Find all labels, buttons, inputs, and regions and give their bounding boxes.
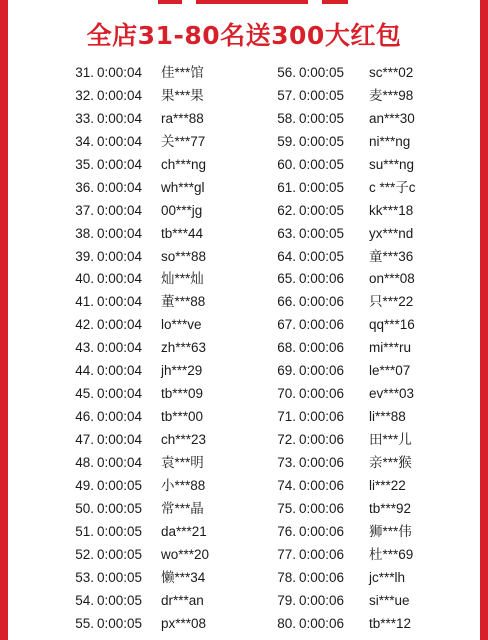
winner-name: 懒***34: [161, 569, 206, 585]
time-value: 0:00:05: [97, 477, 143, 493]
time-value: 0:00:06: [299, 432, 345, 447]
time-value: 0:00:05: [97, 615, 143, 631]
rank-number: 79.: [277, 592, 296, 608]
rank-number: 70.: [277, 386, 296, 402]
time-value: 0:00:04: [97, 65, 143, 80]
rank-number: 65.: [277, 271, 296, 287]
list-item: [66, 200, 209, 223]
rank-number: 67.: [277, 317, 296, 333]
list-item: [268, 544, 416, 567]
winner-name: 田***儿: [369, 432, 412, 447]
rank-number: 34.: [75, 133, 94, 149]
list-item: [268, 131, 416, 154]
list-item: [66, 521, 209, 544]
winner-name: le***07: [369, 363, 411, 379]
winner-name: 童***36: [369, 248, 414, 264]
winner-name: 只***22: [369, 294, 414, 310]
rank-number: 49.: [75, 477, 94, 493]
time-value: 0:00:05: [299, 87, 345, 103]
list-item: [268, 475, 416, 498]
winner-name: yx***nd: [369, 225, 414, 241]
time-value: 0:00:05: [97, 546, 143, 562]
list-item: [268, 223, 416, 246]
time-value: 0:00:06: [299, 615, 345, 631]
winner-name: 狮***伟: [369, 523, 412, 539]
list-item: [268, 268, 416, 291]
winner-name: so***88: [161, 248, 207, 264]
rank-number: 33.: [75, 110, 94, 126]
winner-name: zh***63: [161, 340, 207, 356]
winner-name: c ***子c: [369, 179, 416, 195]
list-item: [268, 567, 416, 590]
top-decoration-notch: [308, 0, 322, 4]
time-value: 0:00:04: [97, 432, 143, 447]
winner-name: li***88: [369, 409, 406, 425]
list-item: [66, 383, 209, 406]
winner-name: an***30: [369, 110, 415, 126]
list-item: [268, 498, 416, 521]
rank-number: 58.: [277, 110, 296, 126]
list-item: [66, 154, 209, 177]
rank-number: 38.: [75, 225, 94, 241]
rank-number: 39.: [75, 248, 94, 264]
winner-name: li***22: [369, 477, 406, 493]
list-item: [268, 590, 416, 613]
list-item: [66, 62, 209, 85]
winner-name: ev***03: [369, 386, 415, 402]
time-value: 0:00:04: [97, 340, 143, 356]
list-item: [66, 337, 209, 360]
ranking-list-right: [268, 62, 416, 635]
list-item: [66, 223, 209, 246]
rank-number: 41.: [75, 294, 94, 310]
list-item: [66, 590, 209, 613]
winner-name: wh***gl: [161, 179, 205, 195]
list-item: [268, 314, 416, 337]
time-value: 0:00:05: [299, 110, 345, 126]
list-item: [268, 383, 416, 406]
winner-name: tb***44: [161, 225, 204, 241]
list-item: [66, 613, 209, 636]
rank-number: 80.: [277, 615, 296, 631]
rank-number: 71.: [277, 409, 296, 425]
list-item: [66, 291, 209, 314]
list-item: [268, 108, 416, 131]
time-value: 0:00:05: [97, 500, 143, 516]
time-value: 0:00:06: [299, 477, 345, 493]
time-value: 0:00:06: [299, 592, 345, 608]
time-value: 0:00:06: [299, 500, 345, 516]
list-item: [268, 291, 416, 314]
rank-number: 77.: [277, 546, 296, 562]
rank-number: 61.: [277, 179, 296, 195]
time-value: 0:00:05: [299, 202, 345, 218]
list-item: [268, 521, 416, 544]
list-item: [66, 314, 209, 337]
list-item: [268, 246, 416, 269]
list-item: [268, 613, 416, 636]
rank-number: 46.: [75, 409, 94, 425]
rank-number: 32.: [75, 87, 94, 103]
time-value: 0:00:05: [299, 133, 345, 149]
top-decoration: [158, 0, 348, 4]
time-value: 0:00:06: [299, 271, 345, 287]
time-value: 0:00:06: [299, 294, 345, 310]
rank-number: 55.: [75, 615, 94, 631]
winner-name: tb***92: [369, 500, 412, 516]
rank-number: 73.: [277, 454, 296, 470]
rank-number: 57.: [277, 87, 296, 103]
rank-number: 43.: [75, 340, 94, 356]
list-item: [66, 498, 209, 521]
list-item: [66, 85, 209, 108]
list-item: [66, 567, 209, 590]
winner-name: 常***晶: [161, 500, 204, 516]
list-item: [66, 475, 209, 498]
winner-name: 董***88: [161, 294, 206, 310]
winner-name: jh***29: [161, 363, 203, 379]
list-item: [66, 452, 209, 475]
winner-name: su***ng: [369, 156, 415, 172]
winner-name: 灿***灿: [161, 271, 204, 287]
time-value: 0:00:06: [299, 340, 345, 356]
winner-name: sc***02: [369, 65, 414, 80]
poster-panel: [8, 0, 480, 640]
winner-name: da***21: [161, 523, 207, 539]
time-value: 0:00:06: [299, 409, 345, 425]
winner-name: si***ue: [369, 592, 410, 608]
winner-name: jc***lh: [369, 569, 406, 585]
winner-name: tb***09: [161, 386, 204, 402]
time-value: 0:00:04: [97, 409, 143, 425]
winner-name: wo***20: [161, 546, 210, 562]
time-value: 0:00:04: [97, 87, 143, 103]
winner-name: 小***88: [161, 477, 206, 493]
list-item: [268, 406, 416, 429]
rank-number: 78.: [277, 569, 296, 585]
time-value: 0:00:04: [97, 454, 143, 470]
time-value: 0:00:04: [97, 271, 143, 287]
winner-name: 亲***猴: [369, 454, 412, 470]
list-item: [66, 429, 209, 452]
rank-number: 53.: [75, 569, 94, 585]
time-value: 0:00:04: [97, 225, 143, 241]
rank-number: 48.: [75, 454, 94, 470]
winner-name: 麦***98: [369, 87, 414, 103]
time-value: 0:00:06: [299, 569, 345, 585]
time-value: 0:00:04: [97, 248, 143, 264]
winner-name: 关***77: [161, 133, 206, 149]
list-item: [66, 246, 209, 269]
time-value: 0:00:05: [97, 592, 143, 608]
winner-name: 杜***69: [369, 546, 414, 562]
winner-name: tb***12: [369, 615, 412, 631]
winner-name: ni***ng: [369, 133, 411, 149]
list-item: [268, 62, 416, 85]
rank-number: 69.: [277, 363, 296, 379]
rank-number: 54.: [75, 592, 94, 608]
winner-name: px***08: [161, 615, 207, 631]
time-value: 0:00:04: [97, 386, 143, 402]
winner-name: ch***23: [161, 432, 207, 447]
time-value: 0:00:05: [299, 225, 345, 241]
list-item: [268, 200, 416, 223]
list-item: [66, 544, 209, 567]
rank-number: 62.: [277, 202, 296, 218]
rank-number: 35.: [75, 156, 94, 172]
winner-name: kk***18: [369, 202, 414, 218]
list-item: [268, 337, 416, 360]
list-item: [66, 177, 209, 200]
time-value: 0:00:05: [97, 569, 143, 585]
rank-number: 40.: [75, 271, 94, 287]
time-value: 0:00:06: [299, 363, 345, 379]
list-item: [268, 429, 416, 452]
list-item: [66, 131, 209, 154]
winner-name: ch***ng: [161, 156, 207, 172]
time-value: 0:00:04: [97, 294, 143, 310]
time-value: 0:00:04: [97, 156, 143, 172]
rank-number: 64.: [277, 248, 296, 264]
time-value: 0:00:04: [97, 110, 143, 126]
time-value: 0:00:06: [299, 546, 345, 562]
rank-number: 51.: [75, 523, 94, 539]
rank-number: 47.: [75, 432, 94, 447]
time-value: 0:00:04: [97, 317, 143, 333]
rank-number: 75.: [277, 500, 296, 516]
rank-number: 44.: [75, 363, 94, 379]
winner-name: 袁***明: [161, 454, 204, 470]
rank-number: 36.: [75, 179, 94, 195]
rank-number: 59.: [277, 133, 296, 149]
winner-name: 00***jg: [161, 202, 203, 218]
rank-number: 42.: [75, 317, 94, 333]
winner-name: lo***ve: [161, 317, 202, 333]
time-value: 0:00:05: [299, 65, 345, 80]
time-value: 0:00:05: [299, 179, 345, 195]
rank-number: 72.: [277, 432, 296, 447]
winner-name: 佳***馆: [161, 65, 204, 80]
list-item: [66, 268, 209, 291]
time-value: 0:00:04: [97, 202, 143, 218]
rank-number: 37.: [75, 202, 94, 218]
rank-number: 31.: [75, 65, 94, 80]
rank-number: 50.: [75, 500, 94, 516]
rank-number: 74.: [277, 477, 296, 493]
list-item: [66, 406, 209, 429]
list-item: [66, 108, 209, 131]
time-value: 0:00:06: [299, 523, 345, 539]
time-value: 0:00:04: [97, 363, 143, 379]
winner-name: ra***88: [161, 110, 204, 126]
time-value: 0:00:04: [97, 133, 143, 149]
winner-name: 果***果: [161, 87, 204, 103]
winner-name: qq***16: [369, 317, 415, 333]
time-value: 0:00:06: [299, 386, 345, 402]
page-title: 全店31-80名送300大红包: [86, 21, 402, 50]
top-decoration-notch: [182, 0, 196, 4]
time-value: 0:00:04: [97, 179, 143, 195]
time-value: 0:00:05: [299, 156, 345, 172]
time-value: 0:00:06: [299, 317, 345, 333]
list-item: [268, 154, 416, 177]
list-item: [268, 452, 416, 475]
rank-number: 56.: [277, 65, 296, 80]
rank-number: 60.: [277, 156, 296, 172]
list-item: [268, 85, 416, 108]
list-item: [268, 177, 416, 200]
winner-name: mi***ru: [369, 340, 412, 356]
rank-number: 66.: [277, 294, 296, 310]
winner-name: tb***00: [161, 409, 204, 425]
time-value: 0:00:05: [97, 523, 143, 539]
list-item: [268, 360, 416, 383]
winner-name: on***08: [369, 271, 415, 287]
list-item: [66, 360, 209, 383]
rank-number: 63.: [277, 225, 296, 241]
time-value: 0:00:06: [299, 454, 345, 470]
rank-number: 76.: [277, 523, 296, 539]
winner-name: dr***an: [161, 592, 204, 608]
time-value: 0:00:05: [299, 248, 345, 264]
rank-number: 52.: [75, 546, 94, 562]
rank-number: 45.: [75, 386, 94, 402]
rank-number: 68.: [277, 340, 296, 356]
ranking-list-left: [66, 62, 209, 635]
